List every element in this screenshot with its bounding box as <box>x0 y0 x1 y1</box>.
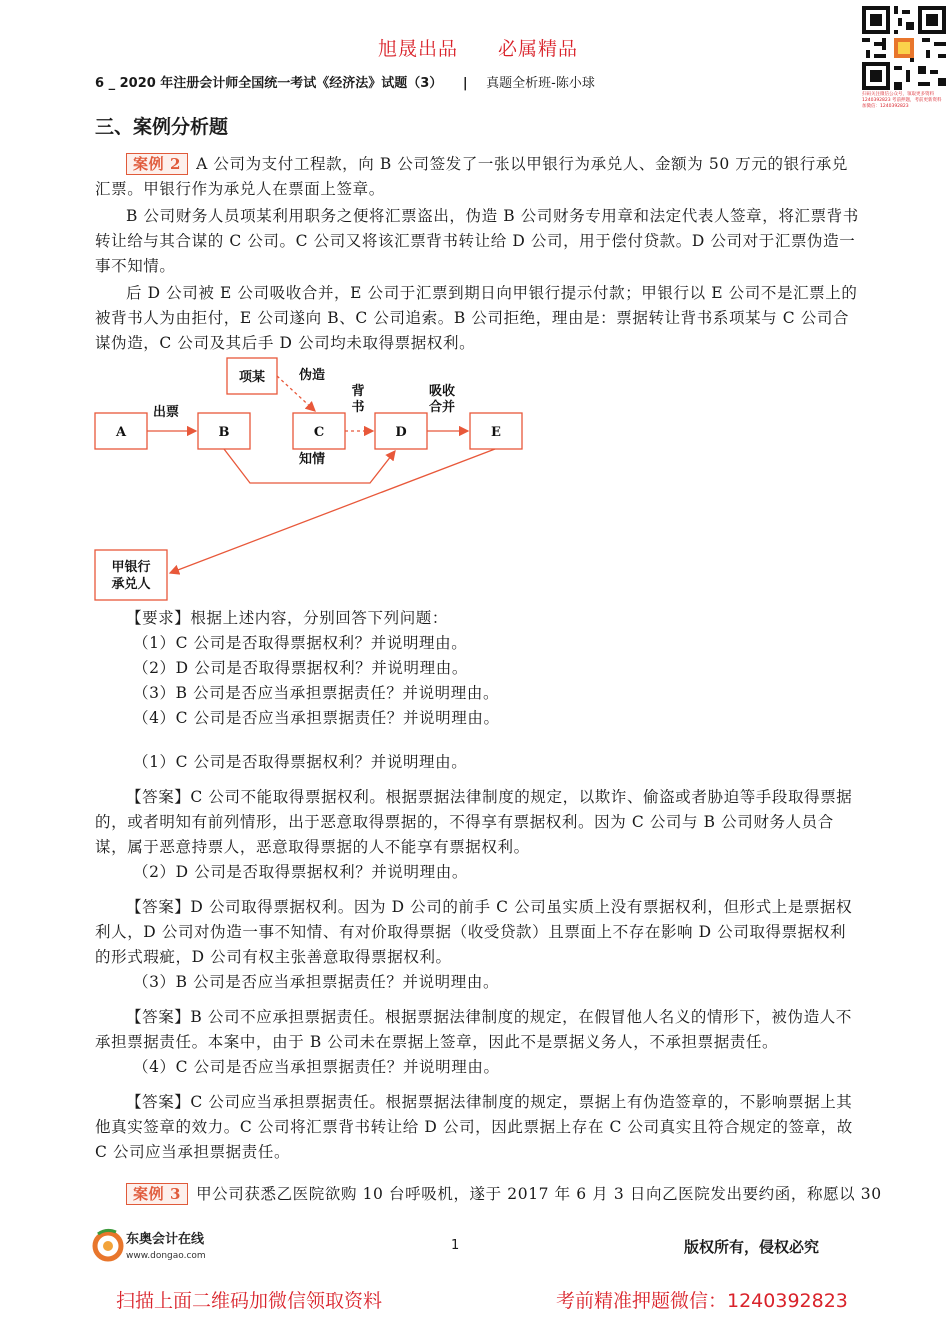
brand-left: 旭晟出品 <box>378 38 459 60</box>
label-endorse-2: 书 <box>351 400 365 415</box>
answer-2-question: （2）D 公司是否取得票据权利？并说明理由。 <box>133 863 468 881</box>
node-e: E <box>491 425 501 440</box>
flow-diagram <box>90 355 530 605</box>
label-merge-1: 吸收 <box>428 384 456 399</box>
node-d: D <box>395 425 407 440</box>
answer-2: 【答案】D 公司取得票据权利。因为 D 公司的前手 C 公司虽实质上没有票据权利，但形式上是票据权利人，D 公司对伪造一事不知情、有对价取得票据（收受贷款）且票面上不存在影响 D 公司取得票据权利的形式瑕疵，D 公司有权主张善意取得票据权利。 <box>95 898 853 966</box>
node-bank-line2: 承兑人 <box>111 577 151 592</box>
answer-3-question: （3）B 公司是否应当承担票据责任？并说明理由。 <box>133 973 500 991</box>
brand-right: 必属精品 <box>498 38 579 60</box>
answer-4: 【答案】C 公司应当承担票据责任。根据票据法律制度的规定，票据上有伪造签章的，不影响票据上其他真实签章的效力。C 公司将汇票背书转让给 D 公司，因此票据上存在 C 公司真实且符合规定的签章，故 C 公司应当承担票据责任。 <box>95 1093 853 1161</box>
case2-p2: B 公司财务人员项某利用职务之便将汇票盗出，伪造 B 公司财务专用章和法定代表人签章，将汇票背书转让给与其合谋的 C 公司。C 公司又将该汇票背书转让给 D 公司，用于偿付贷款。D 公司对于汇票伪造一事不知情。 <box>95 207 859 275</box>
requirement-4: （4）C 公司是否应当承担票据责任？并说明理由。 <box>133 709 500 727</box>
header-title: 6 _ 2020 年注册会计师全国统一考试《经济法》试题（3） <box>95 76 443 91</box>
node-xiang: 项某 <box>238 370 266 385</box>
qr-note: 扫码关注微信公众号，领取更多资料 1240392823 考前押题，考前更新资料加微信：1240392823 <box>862 92 942 109</box>
copyright: 版权所有，侵权必究 <box>684 1238 820 1256</box>
requirements <box>95 606 860 731</box>
label-forge: 伪造 <box>298 368 326 383</box>
case2-p3: 后 D 公司被 E 公司吸收合并，E 公司于汇票到期日向甲银行提示付款；甲银行以 E 公司不是汇票上的被背书人为由拒付，E 公司遂向 B、C 公司追索。B 公司拒绝，理由是：票据转让背书系项某与 C 公司合谋伪造，C 公司及其后手 D 公司均未取得票据权利。 <box>95 284 858 352</box>
requirement-2: （2）D 公司是否取得票据权利？并说明理由。 <box>133 659 468 677</box>
answer-4-question: （4）C 公司是否应当承担票据责任？并说明理由。 <box>133 1058 500 1076</box>
case2-tag: 案例 2 <box>126 153 188 175</box>
case3-tag: 案例 3 <box>126 1183 188 1205</box>
case3-block <box>95 1182 882 1207</box>
answer-1: 【答案】C 公司不能取得票据权利。根据票据法律制度的规定，以欺诈、偷盗或者胁迫等手段取得票据的，或者明知有前列情形，出于恶意取得票据的，不得享有票据权利。因为 C 公司与 B 公司财务人员合谋，属于恶意持票人，恶意取得票据的人不能享有票据权利。 <box>95 788 853 856</box>
node-bank-box <box>95 550 167 600</box>
case3-p1 <box>95 1182 882 1207</box>
label-endorse-1: 背 <box>351 384 365 399</box>
case2-p1-text: A 公司为支付工程款，向 B 公司签发了一张以甲银行为承兑人、金额为 50 万元的银行承兑汇票。甲银行作为承兑人在票面上签章。 <box>95 155 849 198</box>
node-bank-line1: 甲银行 <box>111 560 151 575</box>
label-issue: 出票 <box>152 405 180 420</box>
dongao-logo <box>92 1226 232 1266</box>
label-merge-2: 合并 <box>428 400 456 415</box>
header-course: 真题全析班-陈小球 <box>486 76 595 91</box>
section-title: 三、案例分析题 <box>95 116 229 138</box>
node-a: A <box>115 425 127 440</box>
case2-block <box>95 152 860 356</box>
bottom-left-note: 扫描上面二维码加微信领取资料 <box>116 1290 383 1312</box>
logo-url: www.dongao.com <box>126 1251 206 1261</box>
case3-text: 甲公司获悉乙医院欲购 10 台呼吸机，遂于 2017 年 6 月 3 日向乙医院发出要约函，称愿以 30 <box>196 1185 882 1203</box>
arrow-present <box>170 449 495 573</box>
label-aware: 知情 <box>298 452 326 467</box>
bottom-right-note: 考前精准押题微信：1240392823 <box>556 1290 848 1312</box>
requirement-3: （3）B 公司是否应当承担票据责任？并说明理由。 <box>133 684 500 702</box>
node-b: B <box>218 425 230 440</box>
requirement-1: （1）C 公司是否取得票据权利？并说明理由。 <box>133 634 468 652</box>
node-c: C <box>313 425 325 440</box>
logo-cn: 东奥会计在线 <box>126 1232 205 1247</box>
header-divider: | <box>462 76 468 91</box>
answer-1-question: （1）C 公司是否取得票据权利？并说明理由。 <box>133 753 468 771</box>
page-number: 1 <box>451 1238 460 1253</box>
answers <box>95 750 860 1165</box>
answer-3: 【答案】B 公司不应承担票据责任。根据票据法律制度的规定，在假冒他人名义的情形下，被伪造人不承担票据责任。本案中，由于 B 公司未在票据上签章，因此不是票据义务人，不承担票据责任。 <box>95 1008 852 1051</box>
requirements-intro: 【要求】根据上述内容，分别回答下列问题： <box>126 609 449 627</box>
case2-p1 <box>95 152 860 202</box>
qr-code <box>862 6 946 90</box>
header <box>95 72 595 91</box>
